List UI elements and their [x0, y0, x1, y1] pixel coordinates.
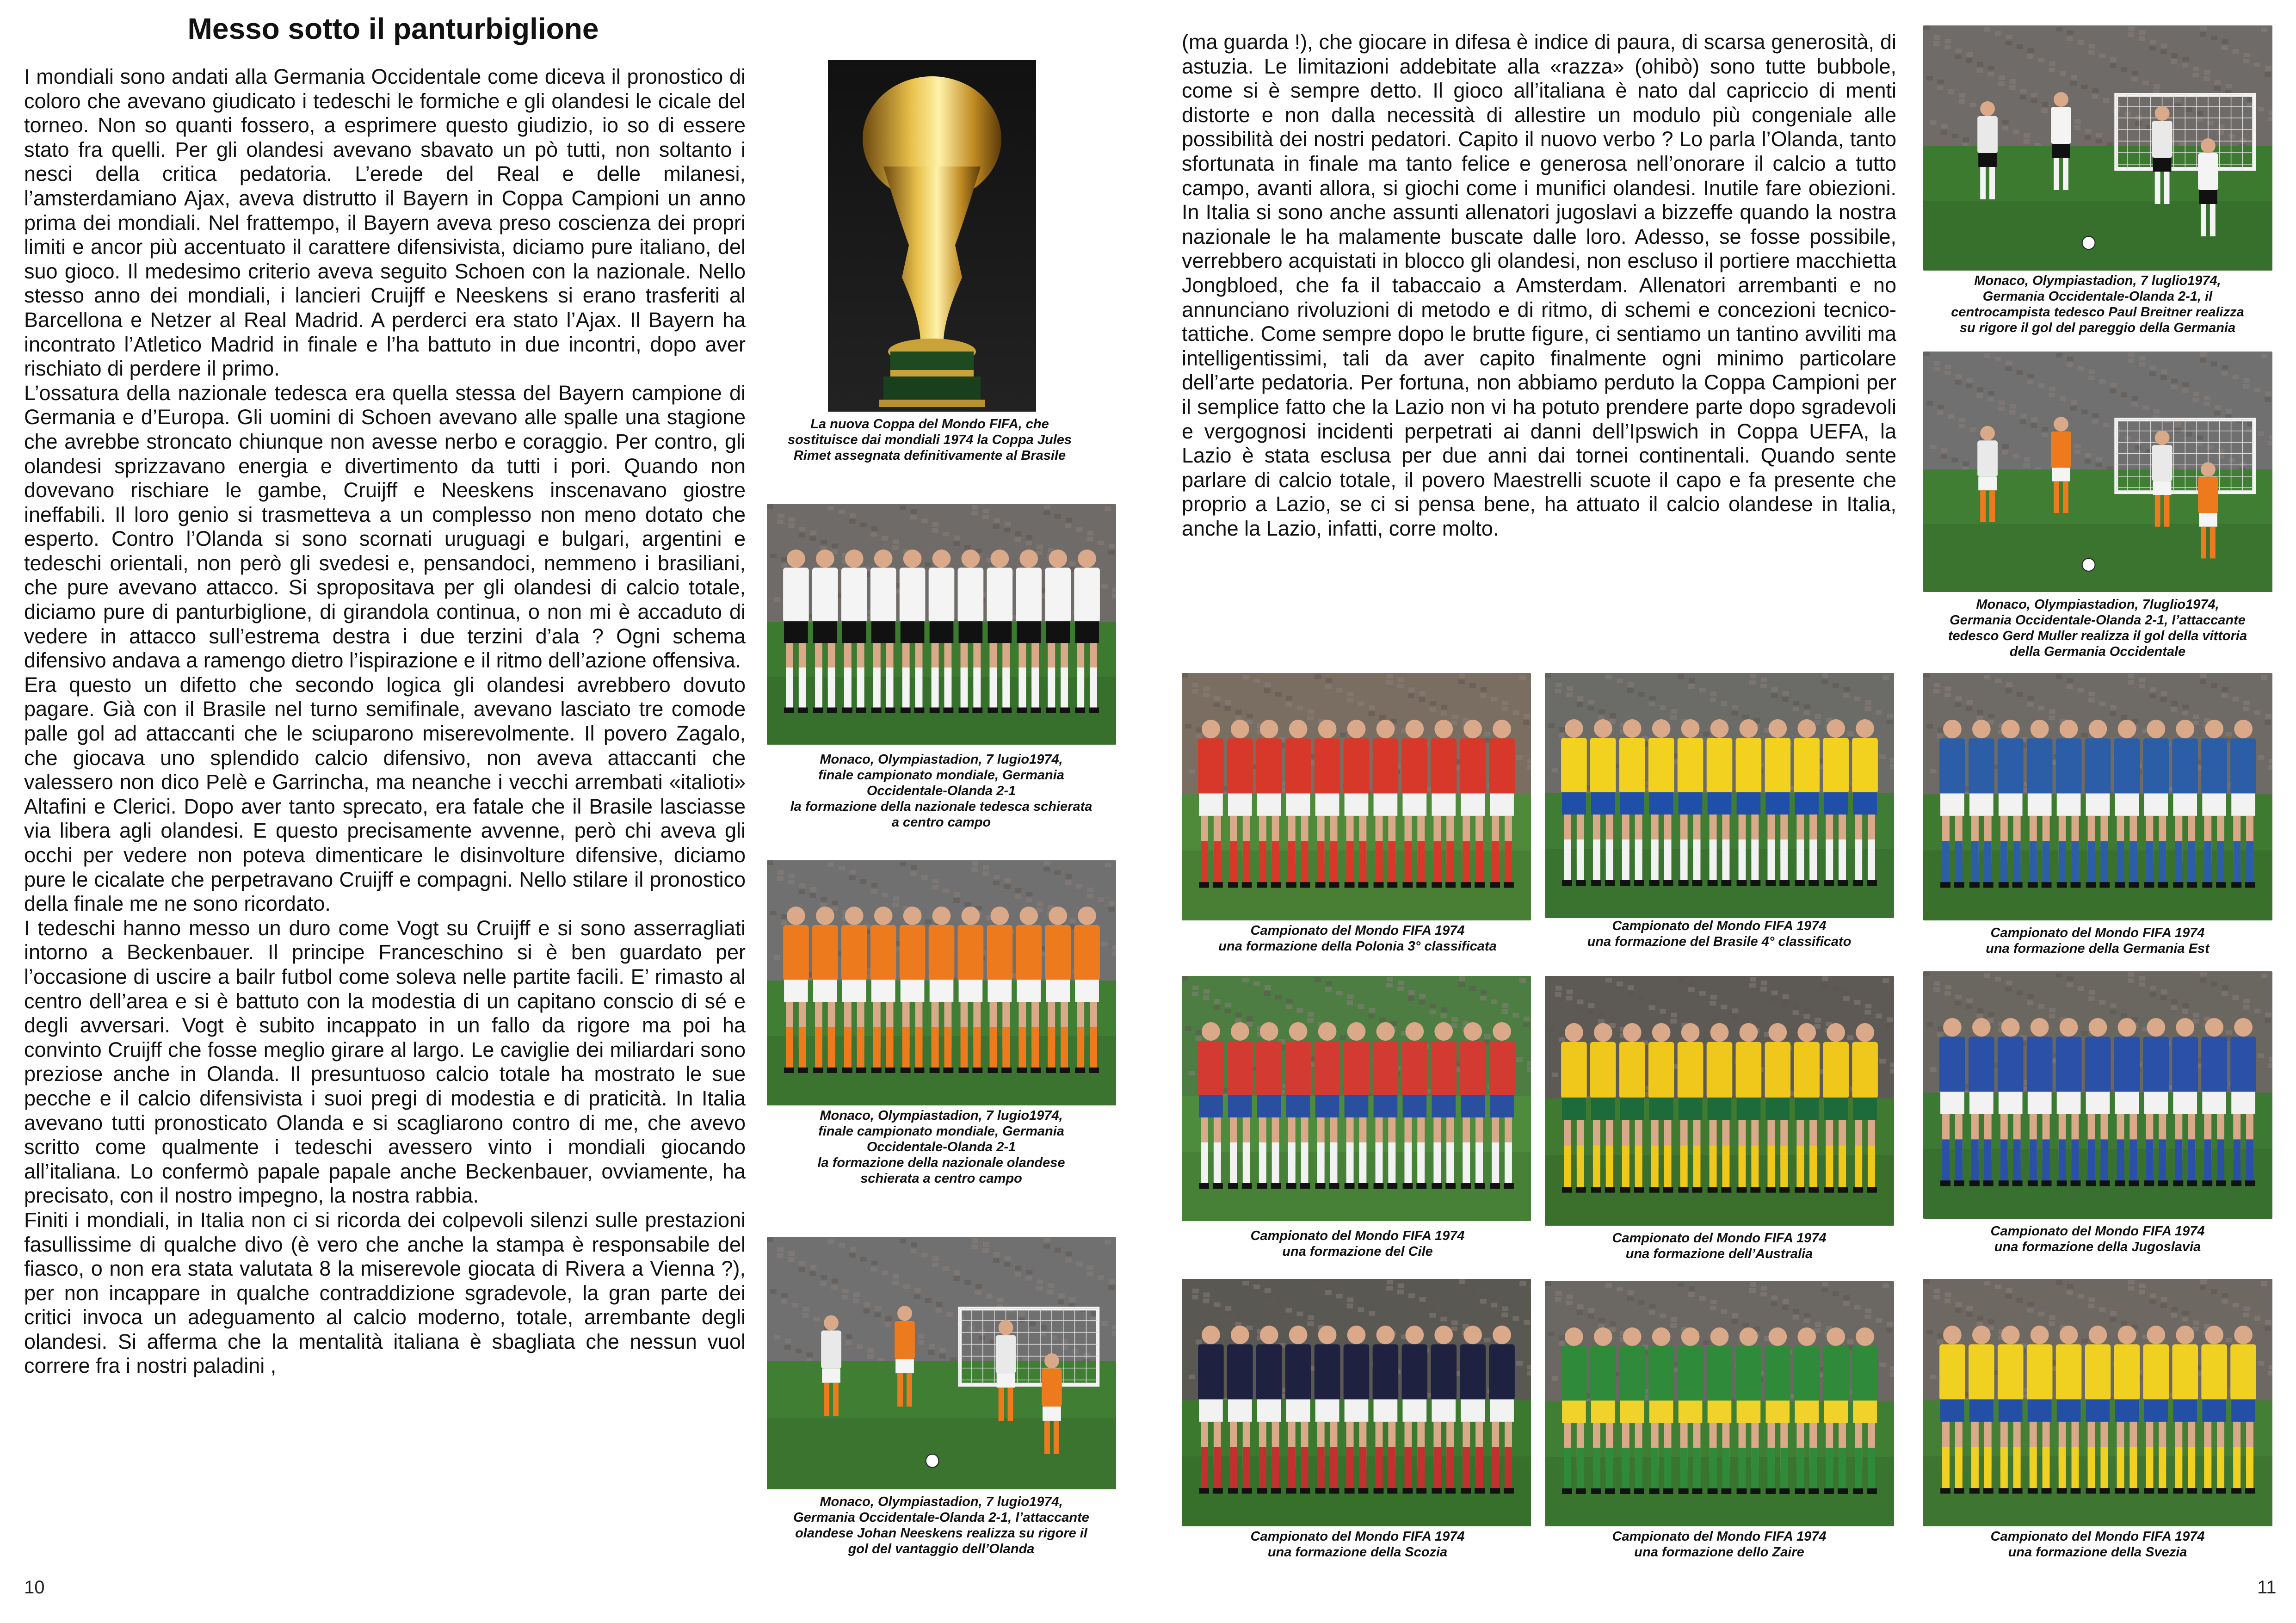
breitner-penalty-photo — [1923, 25, 2272, 271]
sweden-caption: Campionato del Mondo FIFA 1974 una formazione della Svezia — [1990, 1529, 2205, 1560]
germany-lineup-photo — [767, 504, 1116, 745]
zaire-team-photo — [1545, 1281, 1894, 1526]
paragraph: L’ossatura della nazionale tedesca era quella stessa del Bayern campione di Germania e d’Europa. Gli uomini di Schoen avevano alle spalle una stagione che avrebbe stroncato chiunque non avesse nerbo e coraggio. Per contro, gli olandesi sprizzavano energia e divertimento da tutti i pori. Quando non dovevano rischiare le gambe, Cruijff e Neeskens inscenavano giostre ineffabili. Il loro genio si trasmetteva a un complesso non meno dotato che esperto. Contro l’Olanda si sono scornati uruguagi e bulgari, argentini e tedeschi orientali, non però gli svedesi e, pensandoci, nemmeno i brasiliani, che pure avevano attacco. Si spropositava per gli olandesi di calcio totale, diciamo pure di panturbiglione, di girandola continua, o non mi è accaduto di vedere in attacco sull’estrema destra i due terzini d’ala ? Ogni schema difensivo andava a ramengo dietro l’ispirazione e il ritmo dell’azione offensiva. — [24, 381, 746, 673]
brazil-caption: Campionato del Mondo FIFA 1974 una formazione del Brasile 4° classificato — [1587, 919, 1852, 949]
neeskens-penalty-caption: Monaco, Olympiastadion, 7 lugio1974, Germania Occidentale-Olanda 2-1, l’attaccante olandese Johan Neeskens realizza su rigore il gol del vantaggio dell’Olanda — [793, 1494, 1089, 1556]
germany-lineup-caption: Monaco, Olympiastadion, 7 lugio1974, finale campionato mondiale, Germania Occidentale-Olanda 2-1 la formazione della nazionale tedesca schierata a centro campo — [790, 752, 1092, 830]
holland-lineup-photo — [767, 860, 1116, 1105]
east-germany-caption: Campionato del Mondo FIFA 1974 una formazione della Germania Est — [1986, 926, 2210, 956]
page-number-left: 10 — [24, 1577, 45, 1598]
chile-team-photo — [1182, 976, 1531, 1221]
australia-team-photo — [1545, 976, 1894, 1226]
world-cup-trophy-photo — [828, 60, 1036, 412]
paragraph: Era questo un difetto che secondo logica gli olandesi avrebbero dovuto pagare. Già con il Brasile nel turno semifinale, avevano lasciato tre comode palle gol ad attaccanti che le sciuparono miserevolmente. Il povero Zagalo, che giocava uno splendido calcio difensivo, non aveva attaccanti che valessero non dico Pelè e Garrincha, ma neanche i vecchi arrembati «italioti» Altafini e Clerici. Dopo aver tanto sprecato, era fatale che il Brasile lasciasse via libera agli olandesi. E questo precisamente avvenne, però chi aveva gli occhi per vedere non poteva dimenticare le disinvolture difensive, diciamo pure le cicalate che perpetravano Cruijff e compagni. Nello stilare il pronostico della finale me ne sono ricordato. — [24, 673, 746, 916]
trophy-caption: La nuova Coppa del Mondo FIFA, che sostituisce dai mondiali 1974 la Coppa Jules Rimet assegnata definitivamente al Brasile — [787, 417, 1072, 463]
poland-caption: Campionato del Mondo FIFA 1974 una formazione della Polonia 3° classificata — [1218, 923, 1497, 954]
paragraph: I mondiali sono andati alla Germania Occidentale come diceva il pronostico di coloro che avevano giudicato i tedeschi le formiche e gli olandesi le cicale del torneo. Non so quanti fossero, a esprimere questo giudizio, io so di essere stato fra quelli. Per gli olandesi avevano sbavato un pò tutti, non soltanto i nesci della critica pedatoria. L’erede del Real e delle milanesi, l’amsterdamiano Ajax, aveva distrutto il Bayern in Coppa Campioni un anno prima dei mondiali. Nel frattempo, il Bayern aveva preso coscienza dei propri limiti e ancor più accentuato il carattere difensivista, diciamo pure italiano, del suo gioco. Il medesimo criterio aveva seguito Schoen con la nazionale. Nello stesso anno dei mondiali, i lancieri Cruijff e Neeskens si erano trasferiti al Barcellona e Netzer al Real Madrid. A perderci era stato l’Ajax. Il Bayern ha incontrato l’Atletico Madrid in finale e l’ha battuto in due incontri, dopo aver rischiato di perdere il primo. — [24, 65, 746, 381]
left-column-text — [24, 65, 746, 1378]
paragraph: Finiti i mondiali, in Italia non ci si ricorda dei colpevoli silenzi sulle prestazioni fasullissime di qualche divo (è vero che anche la stampa è responsabile del fiasco, o non era stata valutata 8 la miserevole giocata di Rivera a Vienna ?), per non incappare in qualche contraddizione sgradevole, la gran parte dei critici invoca un adeguamento al calcio moderno, totale, arrembante degli olandesi. Si afferma che la mentalità italiana è sbagliata che nessun vuol correre fra i nostri paladini , — [24, 1208, 746, 1378]
east-germany-team-photo — [1923, 673, 2272, 920]
page-title: Messo sotto il panturbiglione — [187, 12, 599, 45]
neeskens-penalty-photo — [767, 1237, 1116, 1489]
scotland-caption: Campionato del Mondo FIFA 1974 una formazione della Scozia — [1250, 1529, 1465, 1560]
muller-goal-photo — [1923, 352, 2272, 592]
zaire-caption: Campionato del Mondo FIFA 1974 una formazione dello Zaire — [1612, 1529, 1827, 1560]
chile-caption: Campionato del Mondo FIFA 1974 una formazione del Cile — [1250, 1228, 1465, 1259]
scotland-team-photo — [1182, 1279, 1531, 1526]
poland-team-photo — [1182, 673, 1531, 920]
sweden-team-photo — [1923, 1279, 2272, 1526]
brazil-team-photo — [1545, 673, 1894, 918]
paragraph: (ma guarda !), che giocare in difesa è indice di paura, di scarsa generosità, di astuzia. Le limitazioni addebitate alla «razza» (ohibò) sono tutte bubbole, come si è sempre detto. Il gioco all’italiana è nato dal capriccio di menti distorte e non dalla necessità di allestire un modulo più congeniale alle possibilità dei nostri pedatori. Capito il nuovo verbo ? Lo parla l’Olanda, tanto sfortunata in finale ma tanto felice e generosa nell’onorare il calcio a tutto campo, avanti allora, si giochi come i munifici olandesi. Inutile fare obiezioni. In Italia si sono anche assunti allenatori jugoslavi a bizzeffe quando la nostra nazionale le ha malamente buscate dalle loro. Adesso, se fosse possibile, verrebbero acquistati in blocco gli olandesi, non escluso il portiere macchietta Jongbloed, che fa il tabaccaio a Amsterdam. Allenatori arrembanti e no annunciano rivoluzioni di metodo e di ritmo, di schemi e concezioni tecnico-tattiche. Come sempre dopo le brutte figure, ci sentiamo un tantino avviliti ma intelligentissimi, tali da aver capito finalmente ogni minimo particolare dell’arte pedatoria. Per fortuna, non abbiamo perduto la Coppa Campioni per il semplice fatto che la Lazio non vi ha potuto prendere parte dopo sgradevoli e vergognosi incidenti perpetrati ai danni dell’Ipswich in Coppa UEFA, la Lazio è stata esclusa per due anni dai tornei continentali. Quando sente parlare di calcio totale, il povero Maestrelli scuote il capo e fa presente che proprio a Lazio, se ci si pensa bene, ha attuato il calcio olandese in Italia, anche la Lazio, infatti, corre molto. — [1182, 30, 1896, 540]
muller-goal-caption: Monaco, Olympiastadion, 7luglio1974, Germania Occidentale-Olanda 2-1, l’attaccante tedesco Gerd Muller realizza il gol della vittoria della Germania Occidentale — [1948, 597, 2247, 659]
holland-lineup-caption: Monaco, Olympiastadion, 7 lugio1974, finale campionato mondiale, Germania Occidentale-Olanda 2-1 la formazione della nazionale olandese schierata a centro campo — [817, 1108, 1065, 1186]
yugoslavia-team-photo — [1923, 971, 2272, 1219]
breitner-penalty-caption: Monaco, Olympiastadion, 7 luglio1974, Germania Occidentale-Olanda 2-1, il centrocampista tedesco Paul Breitner realizza su rigore il gol del pareggio della Germania — [1951, 273, 2244, 335]
australia-caption: Campionato del Mondo FIFA 1974 una formazione dell’Australia — [1612, 1231, 1827, 1261]
page-number-right: 11 — [2257, 1577, 2277, 1598]
yugoslavia-caption: Campionato del Mondo FIFA 1974 una formazione della Jugoslavia — [1990, 1224, 2205, 1254]
right-column-text — [1182, 30, 1896, 541]
paragraph: I tedeschi hanno messo un duro come Vogt su Cruijff e si sono asserragliati intorno a Beckenbauer. Il principe Franceschino si è ben guardato per l’occasione di uscire a bailr futbol come soleva nelle partite facili. E’ rimasto al centro dell’area e si è battuto con la modestia di un capitano conscio di sé e degli avversari. Vogt è subito incappato in un fallo da rigore ma poi ha convinto Cruijff che fosse meglio girare al largo. Le caviglie dei miliardari sono preziose anche in Olanda. Il presuntuoso calcio totale ha mostrato le sue pecche e il calcio difensivista i suoi pregi di modestia e di praticità. In Italia avevano tutti pronosticato Olanda e si scagliarono contro di me, che avevo scritto come qualmente i tedeschi avessero vinto i mondiali giocando all’italiana. Lo confermò papale papale anche Beckenbauer, ovviamente, ha precisato, con il nostro impegno, la nostra rabbia. — [24, 916, 746, 1208]
